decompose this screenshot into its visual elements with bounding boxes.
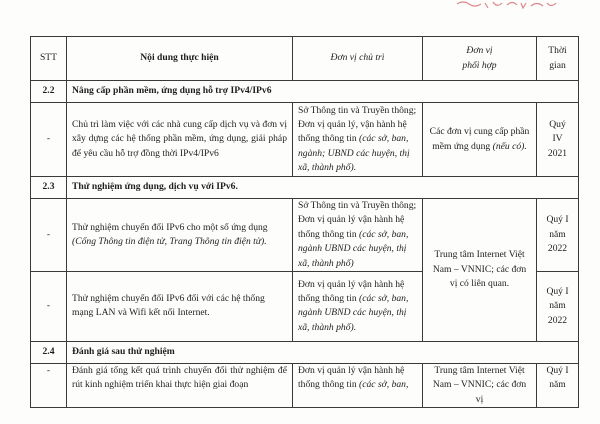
section-row — [31, 341, 579, 363]
row-time: Quý I năm 2022 — [537, 199, 579, 272]
row-time: Quý I năm 2022 — [537, 271, 579, 341]
row-coop-unit: Trung tâm Internet Việt Nam – VNNIC; các đơn vị có liên quan. — [423, 199, 537, 342]
section-row — [31, 177, 579, 199]
row-coop-unit: Trung tâm Internet Việt Nam – VNNIC; các đơn vị — [423, 363, 537, 407]
table-row — [31, 363, 579, 407]
row-stt: - — [31, 199, 67, 272]
section-number: 2.4 — [31, 341, 67, 363]
row-content: Thử nghiệm chuyển đổi IPv6 cho một số ứng dụng (Cổng Thông tin điện tử, Trang Thông tin điện tử). — [67, 199, 293, 272]
red-stamp-fragment — [455, 0, 565, 10]
row-stt: - — [31, 271, 67, 341]
row-content: Chủ trì làm việc với các nhà cung cấp dịch vụ và đơn vị xây dựng các hệ thống phần mềm, ứng dụng, giải pháp để yêu cầu hỗ trợ đồng thời IPv4/IPv6 — [67, 103, 293, 177]
section-title: Thử nghiệm ứng dụng, dịch vụ với IPv6. — [67, 177, 579, 199]
section-number: 2.3 — [31, 177, 67, 199]
section-title: Nâng cấp phần mềm, ứng dụng hỗ trợ IPv4/IPv6 — [67, 81, 579, 103]
row-stt: - — [31, 103, 67, 177]
table-header-row — [31, 37, 579, 81]
section-row — [31, 81, 579, 103]
row-content: Thử nghiệm chuyển đổi IPv6 đối với các hệ thống mạng LAN và Wifi kết nối Internet. — [67, 271, 293, 341]
row-stt: - — [31, 363, 67, 407]
table-row — [31, 199, 579, 272]
header-time: Thời gian — [537, 37, 579, 81]
row-coop-unit: Các đơn vị cung cấp phần mềm ứng dụng (nếu có). — [423, 103, 537, 177]
header-coop-unit: Đơn vị phối hợp — [423, 37, 537, 81]
header-content: Nội dung thực hiện — [67, 37, 293, 81]
header-stt: STT — [31, 37, 67, 81]
row-time: Quý IV 2021 — [537, 103, 579, 177]
row-time: Quý I năm — [537, 363, 579, 407]
row-lead-unit: Đơn vị quản lý vận hành hệ thống thông tin (các sở, ban, ngành UBND các huyện, thị xã, thành phố). — [293, 271, 423, 341]
implementation-plan-table — [30, 36, 579, 408]
table-row — [31, 103, 579, 177]
row-content: Đánh giá tổng kết quá trình chuyển đổi thử nghiệm để rút kinh nghiệm triển khai thực hiện giai đoạn — [67, 363, 293, 407]
row-lead-unit: Đơn vị quản lý vận hành hệ thống thông tin (các sở, ban, — [293, 363, 423, 407]
section-title: Đánh giá sau thử nghiệm — [67, 341, 579, 363]
header-lead-unit: Đơn vị chủ trì — [293, 37, 423, 81]
section-number: 2.2 — [31, 81, 67, 103]
row-lead-unit: Sở Thông tin và Truyền thông; Đơn vị quản lý vận hành hệ thống thông tin (các sở, ban, ngành UBND các huyện, thị xã, thành phố) — [293, 199, 423, 272]
row-lead-unit: Sở Thông tin và Truyền thông; Đơn vị quản lý, vận hành hệ thống thông tin (các sở, ban, ngành; UBND các huyện, thị xã, thành phố). — [293, 103, 423, 177]
